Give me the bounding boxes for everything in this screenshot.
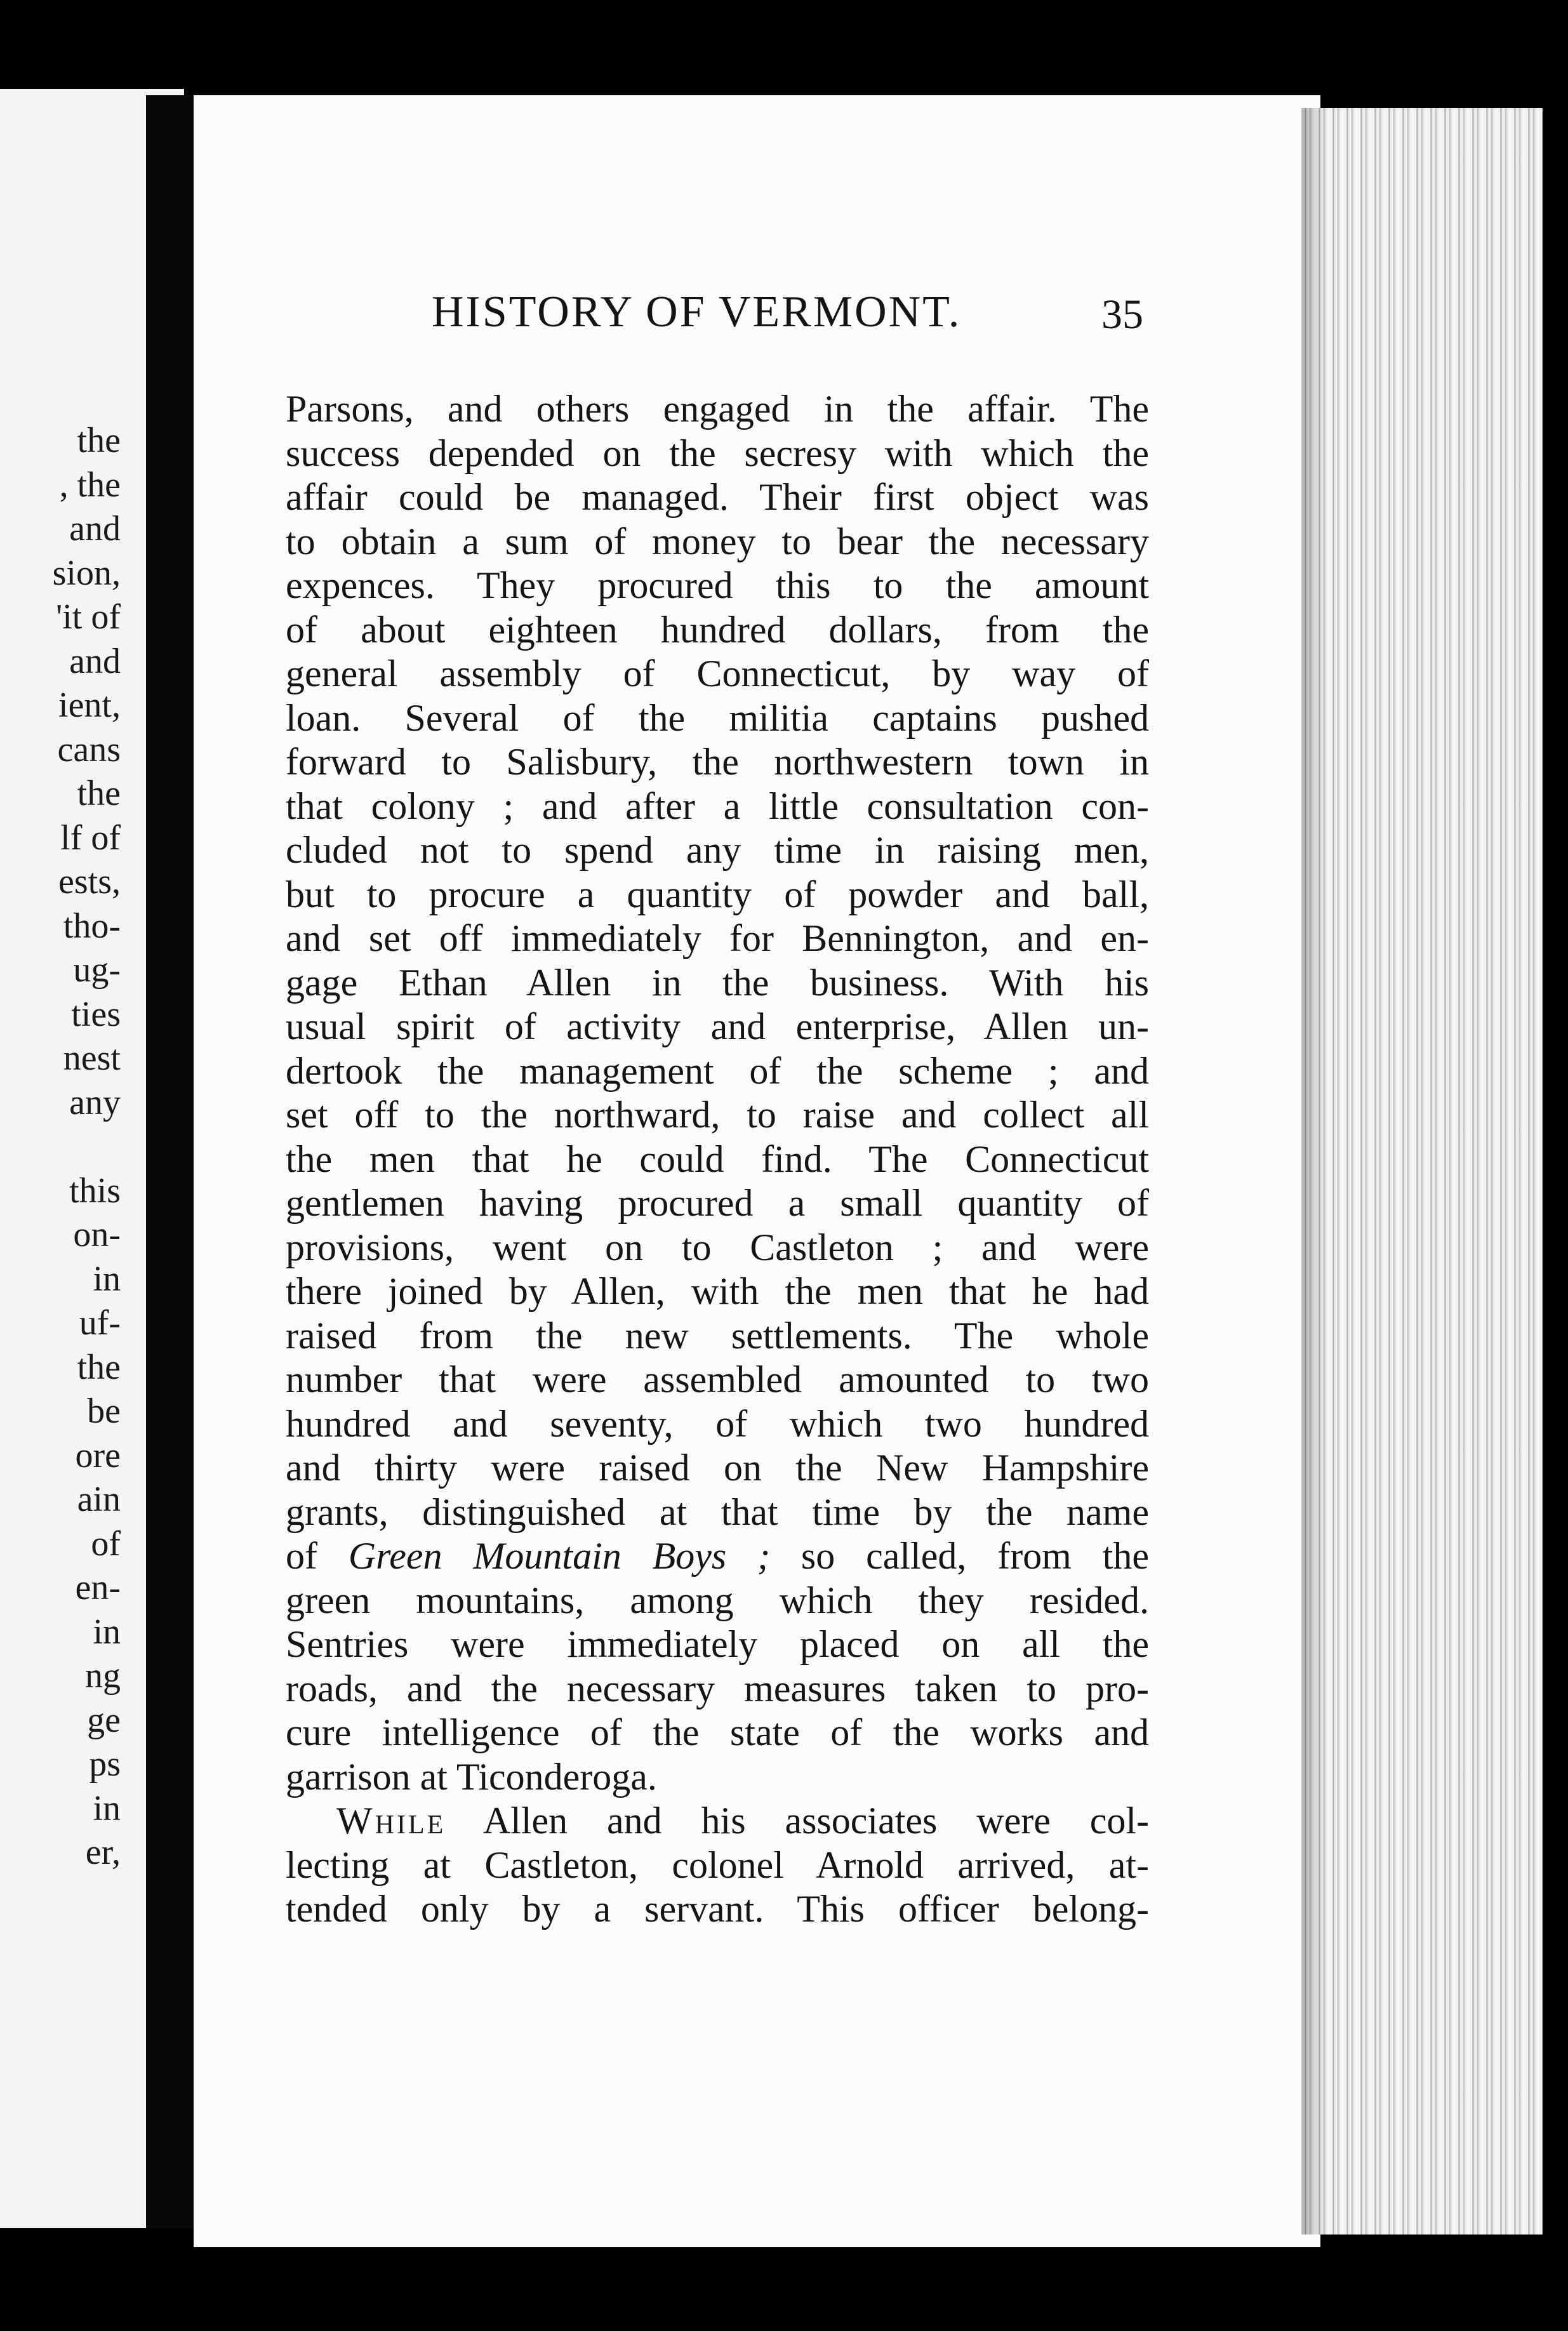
facing-page-fragment: ps — [89, 1744, 121, 1784]
facing-page-fragment: in — [93, 1788, 121, 1828]
text-line: usual spirit of activity and enterprise, Allen un- — [286, 1006, 1149, 1047]
text-line: garrison at Ticonderoga. — [286, 1755, 657, 1798]
facing-page-fragment: in — [93, 1259, 121, 1299]
text-line: there joined by Allen, with the men that he had — [286, 1270, 1149, 1312]
facing-page-fragment: and — [69, 641, 121, 681]
text-line: raised from the new settlements. The whole — [286, 1314, 1149, 1357]
facing-page-fragment: this — [69, 1171, 121, 1211]
facing-page-fragment: lf of — [60, 818, 121, 858]
text-line: of about eighteen hundred dollars, from the — [286, 608, 1149, 651]
text-line: number that were assembled amounted to two — [286, 1358, 1149, 1400]
text-line: that colony ; and after a little consultation con- — [286, 785, 1149, 827]
text-rest: so called, from the — [801, 1535, 1150, 1577]
text-of: of — [286, 1535, 317, 1577]
text-line: the men that he could find. The Connecticut — [286, 1138, 1149, 1180]
facing-page-fragment: tho- — [63, 906, 121, 946]
body-text — [286, 387, 1149, 1932]
facing-page-fragment: 'it of — [56, 597, 121, 637]
facing-page-fragment: on- — [73, 1215, 121, 1254]
page-edges — [1301, 108, 1543, 2235]
text-line: loan. Several of the militia captains pushed — [286, 696, 1149, 739]
facing-page-fragment: , the — [59, 465, 121, 505]
facing-page-fragment: of — [91, 1524, 121, 1564]
facing-page-fragment: cans — [57, 729, 121, 769]
facing-page-fragment: er, — [85, 1833, 121, 1872]
text-line: to obtain a sum of money to bear the necessary — [286, 520, 1149, 562]
facing-page-fragment: the — [77, 1347, 121, 1387]
facing-page-fragment: in — [93, 1612, 121, 1652]
text-line: tended only by a servant. This officer belong- — [286, 1888, 1149, 1930]
text-line: Parsons, and others engaged in the affair. The — [286, 388, 1149, 430]
text-line: and set off immediately for Bennington, and en- — [286, 917, 1149, 959]
facing-page-fragment: any — [69, 1082, 121, 1122]
text-line: cluded not to spend any time in raising men, — [286, 829, 1149, 871]
paragraph-1-end — [286, 1579, 1149, 1800]
text-line: set off to the northward, to raise and collect all — [286, 1094, 1149, 1136]
facing-page-fragment: nest — [63, 1039, 121, 1078]
text-line: expences. They procured this to the amount — [286, 564, 1149, 606]
text-line: provisions, went on to Castleton ; and were — [286, 1226, 1149, 1268]
text-line: hundred and seventy, of which two hundred — [286, 1402, 1149, 1445]
paragraph-1 — [286, 387, 1149, 1534]
facing-page-fragment: ient, — [58, 686, 121, 725]
facing-page-fragment: ties — [71, 994, 121, 1034]
facing-page-fragment: ug- — [73, 950, 121, 990]
facing-page-fragment: en- — [75, 1568, 121, 1607]
facing-page-fragment: ge — [87, 1700, 121, 1740]
text-line: affair could be managed. Their first object was — [286, 476, 1149, 518]
text-rest: Allen and his associates were col- — [482, 1800, 1149, 1842]
facing-page-fragment: sion, — [52, 553, 121, 593]
text-line: Sentries were immediately placed on all the — [286, 1623, 1149, 1665]
facing-page-fragment: be — [87, 1391, 121, 1431]
facing-page-fragment: uf- — [79, 1303, 121, 1343]
book-gutter — [146, 95, 197, 2228]
text-line: forward to Salisbury, the northwestern town in — [286, 741, 1149, 783]
paragraph-2 — [286, 1843, 1149, 1932]
text-line: and thirty were raised on the New Hampshire — [286, 1447, 1149, 1489]
facing-page-fragment: ests, — [58, 862, 121, 901]
text-line: but to procure a quantity of powder and ball, — [286, 873, 1149, 915]
smallcaps-opening: While — [336, 1800, 446, 1842]
facing-page-fragment: ain — [77, 1480, 121, 1519]
text-line: grants, distinguished at that time by the name — [286, 1491, 1149, 1533]
text-line-green-mountain — [286, 1534, 1149, 1579]
italic-phrase: Green Mountain Boys ; — [348, 1535, 771, 1577]
running-head: HISTORY OF VERMONT. — [432, 288, 962, 336]
text-line: general assembly of Connecticut, by way of — [286, 653, 1149, 694]
text-line: roads, and the necessary measures taken to pro- — [286, 1667, 1149, 1710]
text-line: success depended on the secresy with which the — [286, 432, 1149, 474]
facing-page-fragment: the — [77, 774, 121, 813]
text-line: green mountains, among which they resided. — [286, 1579, 1149, 1621]
text-line: lecting at Castleton, colonel Arnold arrived, at- — [286, 1843, 1149, 1886]
facing-page-fragment: ore — [75, 1435, 121, 1475]
text-line: cure intelligence of the state of the works and — [286, 1711, 1149, 1753]
paragraph-2-first-line — [286, 1799, 1149, 1843]
facing-page-fragment: ng — [85, 1656, 121, 1696]
facing-page-fragment: the — [77, 421, 121, 460]
page-edge-shadow — [1301, 108, 1327, 2235]
page-number: 35 — [1101, 291, 1143, 338]
text-line: gentlemen having procured a small quantity of — [286, 1182, 1149, 1224]
text-line: gage Ethan Allen in the business. With his — [286, 961, 1149, 1004]
facing-page-fragment: and — [69, 509, 121, 548]
text-line: dertook the management of the scheme ; and — [286, 1049, 1149, 1092]
